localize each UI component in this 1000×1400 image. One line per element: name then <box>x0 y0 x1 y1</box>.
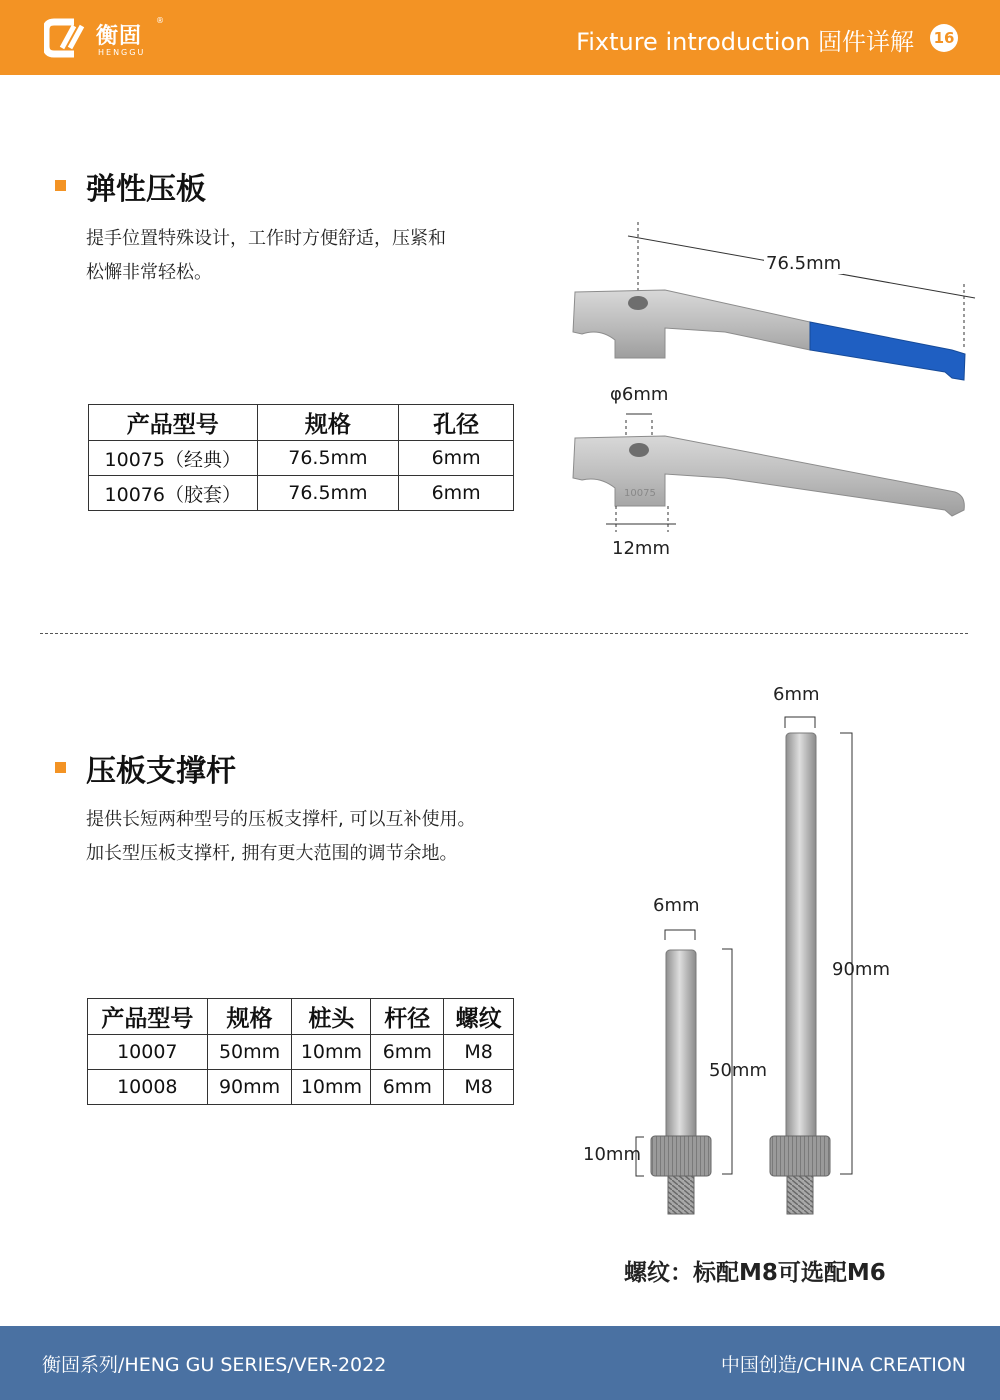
section2-description <box>86 803 475 871</box>
table-cell: 76.5mm <box>257 441 399 476</box>
clamp-plate-classic <box>573 436 964 516</box>
long-diameter-bracket <box>785 717 815 728</box>
table-cell: M8 <box>444 1070 514 1105</box>
short-length-label: 50mm <box>709 1060 767 1081</box>
section1-spec-table <box>88 404 514 511</box>
head-height-label: 10mm <box>583 1144 641 1165</box>
knurled-head <box>770 1136 830 1176</box>
thread-note: 螺纹：标配M8可选配M6 <box>624 1260 886 1286</box>
long-length-label: 90mm <box>832 959 890 980</box>
logo-chinese-text: 衡固 <box>96 24 143 49</box>
hole-dimension-label: φ6mm <box>610 384 669 405</box>
table-row <box>88 1070 514 1105</box>
table-header-cell: 孔径 <box>399 405 514 441</box>
table-cell: M8 <box>444 1035 514 1070</box>
brand-logo <box>44 14 174 62</box>
clamp-plate-with-grip <box>573 290 965 380</box>
table-cell: 6mm <box>399 476 514 511</box>
table-cell: 10mm <box>292 1070 371 1105</box>
table-header-cell: 产品型号 <box>88 999 208 1035</box>
section-divider <box>40 633 968 634</box>
section2-spec-table <box>87 998 514 1105</box>
table-header-cell: 产品型号 <box>89 405 258 441</box>
section2-desc-line2: 加长型压板支撑杆, 拥有更大范围的调节余地。 <box>86 843 458 864</box>
section-bullet-icon <box>55 180 66 191</box>
length-dimension-label: 76.5mm <box>766 253 842 274</box>
part-marking: 10075 <box>624 488 656 499</box>
page-number-badge: 16 <box>930 24 958 52</box>
table-header-cell: 桩头 <box>292 999 371 1035</box>
mounting-hole-icon <box>628 296 648 310</box>
short-support-rod <box>651 950 711 1214</box>
long-support-rod <box>770 733 830 1214</box>
thread-stud <box>787 1176 813 1214</box>
header-title: Fixture introduction 固件详解 <box>576 28 914 56</box>
section2-desc-line1: 提供长短两种型号的压板支撑杆, 可以互补使用。 <box>86 809 476 830</box>
table-cell: 6mm <box>371 1035 444 1070</box>
footer-series-text: 衡固系列/HENG GU SERIES/VER-2022 <box>42 1354 387 1376</box>
section1-desc-line1: 提手位置特殊设计，工作时方便舒适，压紧和 <box>86 228 446 249</box>
table-cell: 10008 <box>88 1070 208 1105</box>
table-row <box>89 441 514 476</box>
table-cell: 6mm <box>399 441 514 476</box>
section1-description <box>86 222 446 290</box>
table-cell: 76.5mm <box>257 476 399 511</box>
table-row <box>89 476 514 511</box>
table-cell: 10007 <box>88 1035 208 1070</box>
mounting-hole-icon <box>629 443 649 457</box>
short-diameter-bracket <box>665 930 695 940</box>
table-cell: 10075（经典） <box>89 441 258 476</box>
table-cell: 6mm <box>371 1070 444 1105</box>
width-dimension-label: 12mm <box>612 538 670 559</box>
table-header-cell: 规格 <box>257 405 399 441</box>
blue-grip-sleeve <box>810 322 965 380</box>
long-length-bracket <box>840 733 852 1174</box>
section-bullet-icon <box>55 762 66 773</box>
table-header-row <box>88 999 514 1035</box>
table-cell: 90mm <box>207 1070 292 1105</box>
page-header <box>0 0 1000 75</box>
short-diameter-label: 6mm <box>653 895 700 916</box>
footer-creation-text: 中国创造/CHINA CREATION <box>720 1354 966 1376</box>
table-cell: 10076（胶套） <box>89 476 258 511</box>
table-cell: 10mm <box>292 1035 371 1070</box>
page-footer <box>0 1326 1000 1400</box>
table-header-row <box>89 405 514 441</box>
table-header-cell: 螺纹 <box>444 999 514 1035</box>
table-row <box>88 1035 514 1070</box>
table-header-cell: 杆径 <box>371 999 444 1035</box>
section1-desc-line2: 松懈非常轻松。 <box>86 262 212 283</box>
registered-mark: ® <box>156 16 164 25</box>
thread-stud <box>668 1176 694 1214</box>
knurled-head <box>651 1136 711 1176</box>
long-diameter-label: 6mm <box>773 684 820 705</box>
logo-mark-icon <box>44 18 90 58</box>
section2-title: 压板支撑杆 <box>86 754 236 789</box>
table-cell: 50mm <box>207 1035 292 1070</box>
section1-title: 弹性压板 <box>86 172 206 207</box>
logo-english-text: HENGGU <box>98 48 146 57</box>
table-header-cell: 规格 <box>207 999 292 1035</box>
